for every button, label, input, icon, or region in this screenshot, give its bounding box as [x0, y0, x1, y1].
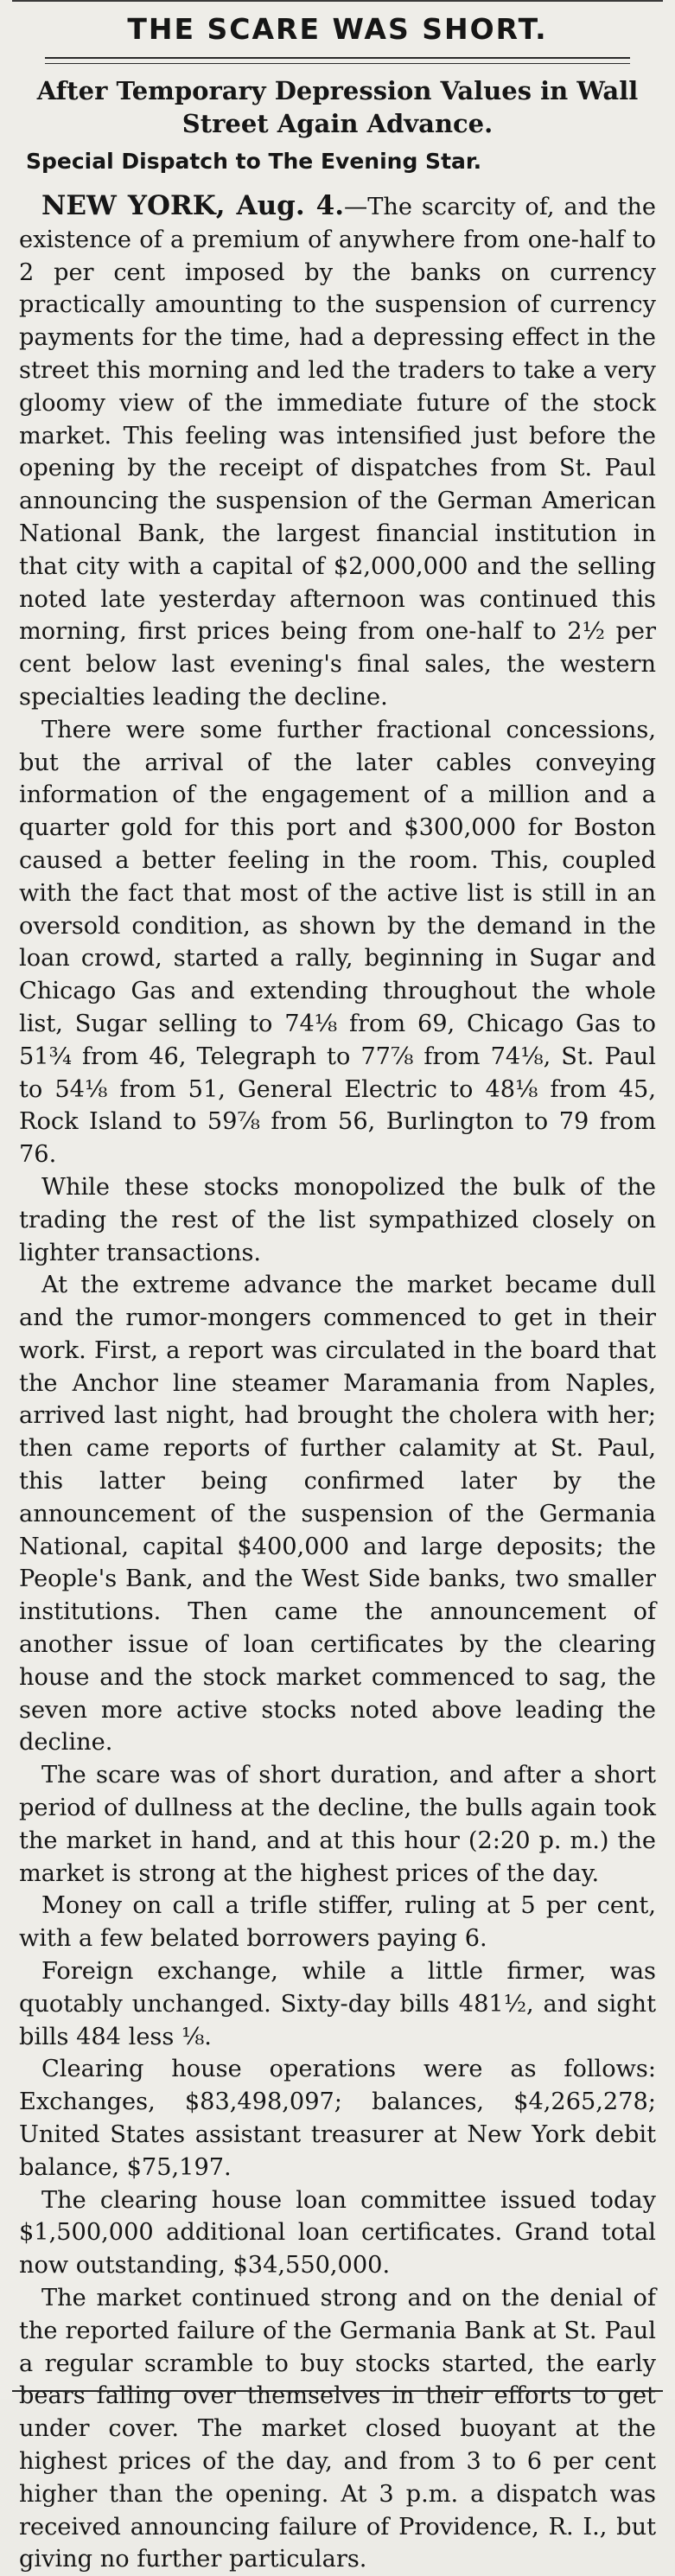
article-paragraph: Foreign exchange, while a little firmer, was quotably unchanged. Sixty-day bills 481½, and sight bills 484 less ⅛.	[19, 1958, 656, 2050]
top-rule	[12, 0, 663, 2]
article-paragraph: The clearing house loan committee issued today $1,500,000 additional loan certificates. Grand total now outstanding, $34,550,000.	[19, 2186, 656, 2280]
article-paragraph: Clearing house operations were as follows: Exchanges, $83,498,097; balances, $4,265,278; United States assistant treasurer at New York debit balance, $75,197.	[19, 2056, 656, 2181]
article-body	[19, 190, 656, 2576]
article-paragraph: The market continued strong and on the denial of the reported failure of the Germania Bank at St. Paul a regular scramble to buy stocks started, the early bears falling over themselves in their efforts to get under cover. The market closed buoyant at the highest prices of the day, and from 3 to 6 per cent higher than the opening. At 3 p.m. a dispatch was received announcing failure of Providence, R. I., but giving no further particulars.	[19, 2285, 656, 2573]
article-paragraph	[19, 190, 656, 714]
headline-divider	[45, 57, 630, 64]
article-paragraph: Money on call a trifle stiffer, ruling at 5 per cent, with a few belated borrowers paying 6.	[19, 1892, 656, 1953]
bottom-rule	[12, 2390, 663, 2394]
dispatch-credit: Special Dispatch to The Evening Star.	[26, 149, 482, 174]
dateline: NEW YORK, Aug. 4.	[41, 190, 345, 221]
headline: THE SCARE WAS SHORT.	[127, 12, 548, 46]
paragraph-text: —The scarcity of, and the existence of a premium of anywhere from one-half to 2 per cent imposed by the banks on currency practically amounting to the suspension of currency payments for the time, had a depressing effect in the street this morning and led the traders to take a very gloomy view of the immediate future of the stock market. This feeling was intensified just before the opening by the receipt of dispatches from St. Paul announcing the suspension of the German American National Bank, the largest financial institution in that city with a capital of $2,000,000 and the selling noted late yesterday afternoon was continued this morning, first prices being from one-half to 2½ per cent below last evening's final sales, the western specialties leading the decline.	[19, 194, 656, 711]
article-paragraph: The scare was of short duration, and after a short period of dullness at the decline, the bulls again took the market in hand, and at this hour (2:20 p. m.) the market is strong at the highest prices of the day.	[19, 1762, 656, 1887]
article-paragraph: While these stocks monopolized the bulk of the trading the rest of the list sympathized closely on lighter transactions.	[19, 1173, 656, 1266]
article-paragraph: There were some further fractional concessions, but the arrival of the later cables conveying information of the engagement of a million and a quarter gold for this port and $300,000 for Boston caused a better feeling in the room. This, coupled with the fact that most of the active list is still in an oversold condition, as shown by the demand in the loan crowd, started a rally, beginning in Sugar and Chicago Gas and extending throughout the whole list, Sugar selling to 74⅛ from 69, Chicago Gas to 51¾ from 46, Telegraph to 77⅞ from 74⅛, St. Paul to 54⅛ from 51, General Electric to 48⅛ from 45, Rock Island to 59⅞ from 56, Burlington to 79 from 76.	[19, 716, 656, 1169]
subheadline: After Temporary Depression Values in Wall Street Again Advance.	[36, 76, 639, 138]
article-paragraph: At the extreme advance the market became dull and the rumor-mongers commenced to get in their work. First, a report was circulated in the board that the Anchor line steamer Maramania from Naples, arrived last night, had brought the cholera with her; then came reports of further calamity at St. Paul, this latter being confirmed later by the announcement of the suspension of the Germania National, capital $400,000 and large deposits; the People's Bank, and the West Side banks, two smaller institutions. Then came the announcement of another issue of loan certificates by the clearing house and the stock market commenced to sag, the seven more active stocks noted above leading the decline.	[19, 1272, 656, 1757]
